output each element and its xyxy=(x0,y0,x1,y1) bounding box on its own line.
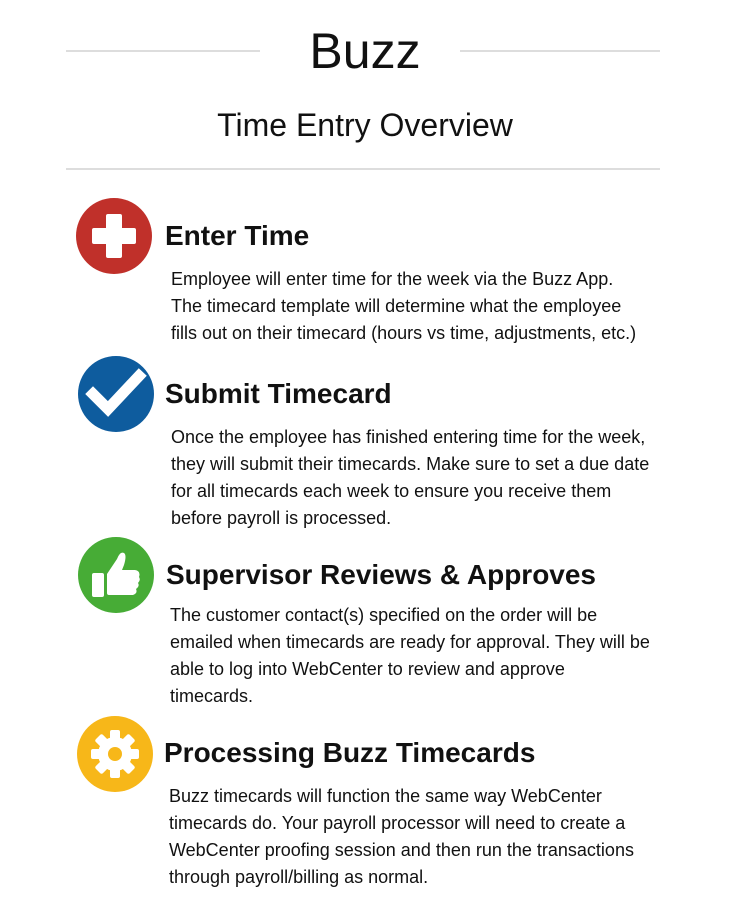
thumbs-up-icon xyxy=(78,537,154,613)
step-description-enter-time: Employee will enter time for the week via the Buzz App. The timecard template will determine what the employee fills out on their timecard (hours vs time, adjustments, etc.) xyxy=(171,269,637,343)
header-divider xyxy=(66,168,660,170)
checkmark-icon xyxy=(78,356,154,432)
step-title-processing-timecards: Processing Buzz Timecards xyxy=(164,737,536,768)
gear-icon xyxy=(77,716,153,792)
step-description-submit-timecard: Once the employee has finished entering time for the week, they will submit their timecards. Make sure to set a due date for all timecards each week to ensure you receive them before payroll is processed. xyxy=(171,427,650,528)
step-title-submit-timecard: Submit Timecard xyxy=(165,378,392,409)
page-subtitle: Time Entry Overview xyxy=(217,107,513,143)
plus-icon xyxy=(76,198,152,274)
step-description-supervisor-approves: The customer contact(s) specified on the order will be emailed when timecards are ready for approval. They will be able to log into WebCenter to review and approve timecards. xyxy=(170,605,650,706)
page-title: Buzz xyxy=(309,23,421,79)
step-title-supervisor-approves: Supervisor Reviews & Approves xyxy=(166,559,597,590)
step-title-enter-time: Enter Time xyxy=(165,220,310,251)
step-description-processing-timecards: Buzz timecards will function the same way WebCenter timecards do. Your payroll processor will need to create a WebCenter proofing session and then run the transactions through payroll/billing as normal. xyxy=(169,786,634,887)
